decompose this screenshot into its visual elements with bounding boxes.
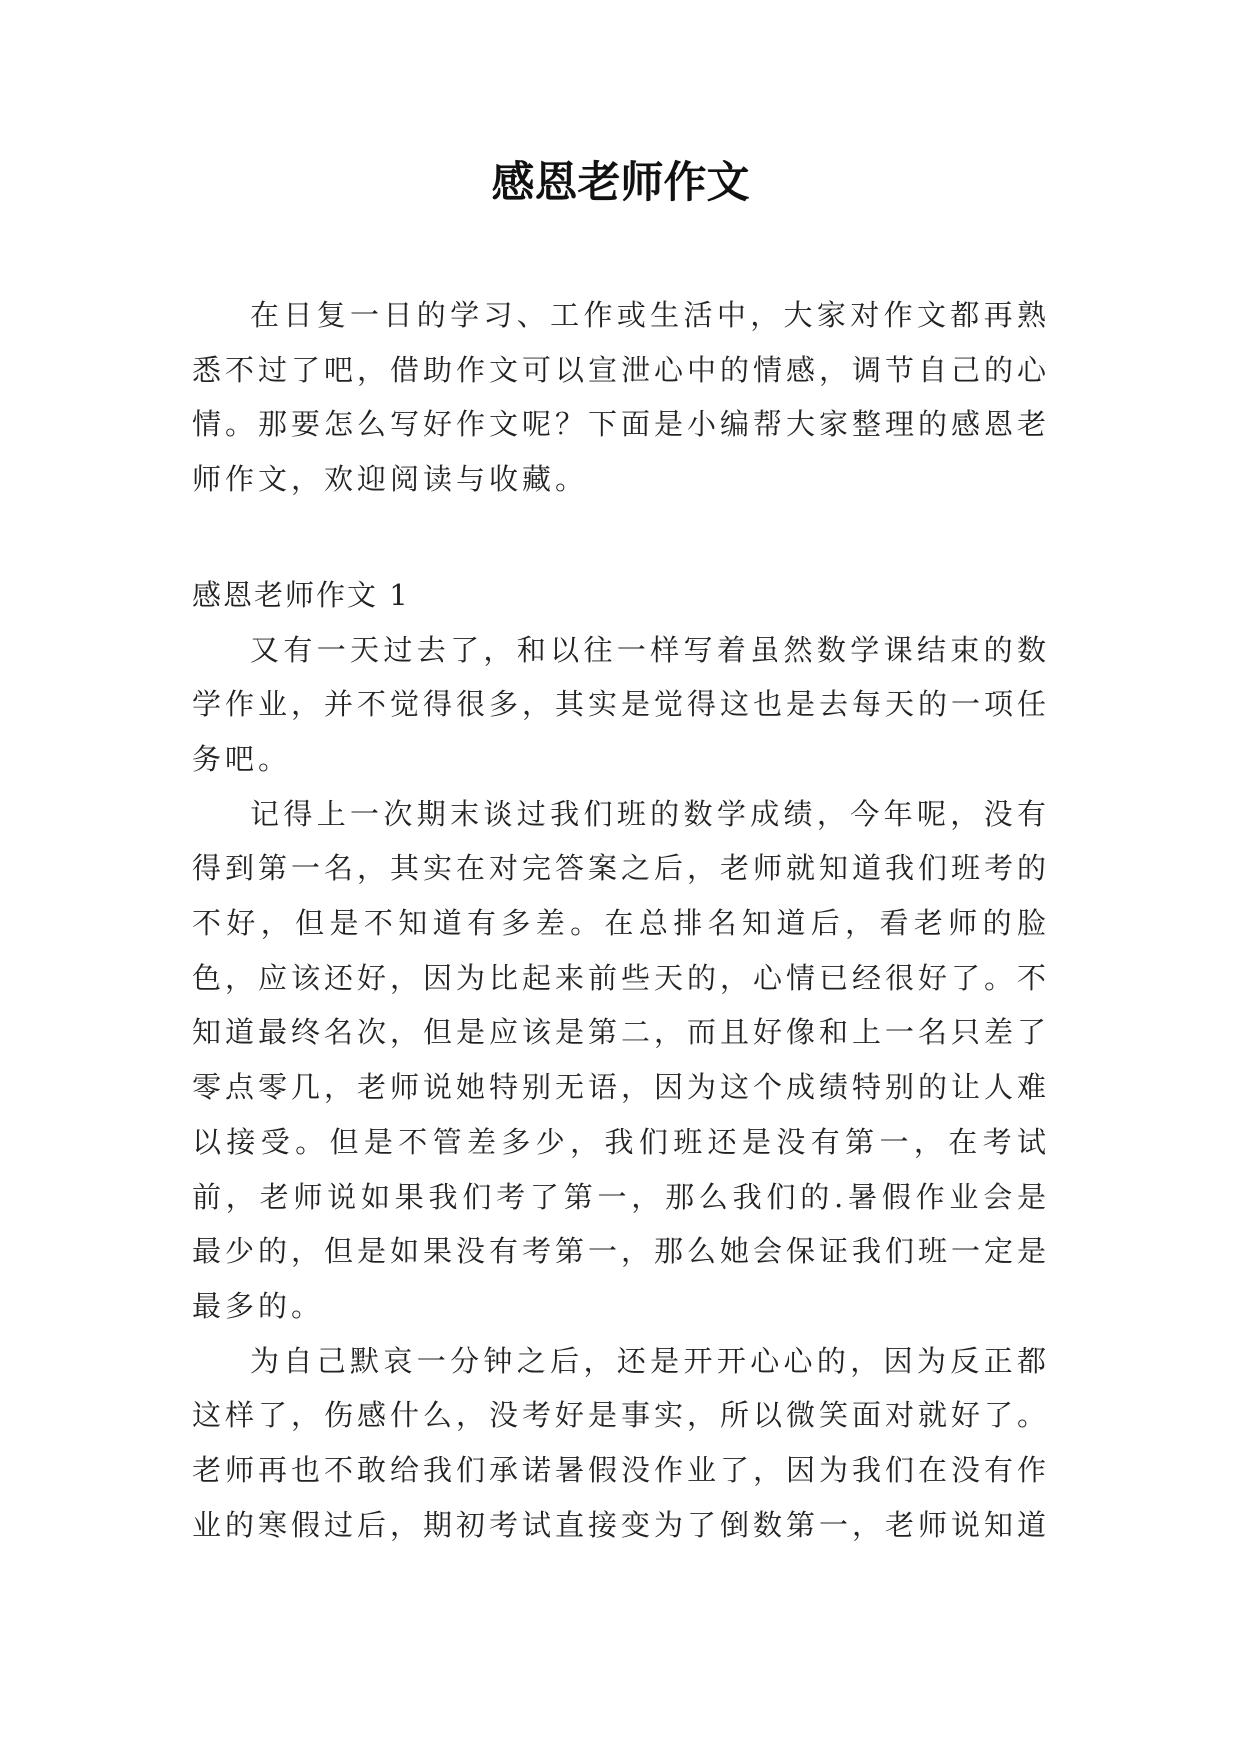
body-paragraph-3: 为自己默哀一分钟之后，还是开开心心的，因为反正都这样了，伤感什么，没考好是事实，所以微笑面对就好了。老师再也不敢给我们承诺暑假没作业了，因为我们在没有作业的寒假过后，期初考试直接变为了倒数第一，老师说知道 — [192, 1343, 1051, 1542]
body-paragraph-1: 又有一天过去了，和以往一样写着虽然数学课结束的数学作业，并不觉得很多，其实是觉得这也是去每天的一项任务吧。 — [192, 632, 1051, 776]
section-heading: 感恩老师作文 1 — [192, 577, 410, 612]
body-paragraph-2: 记得上一次期末谈过我们班的数学成绩，今年呢，没有得到第一名，其实在对完答案之后，老师就知道我们班考的不好，但是不知道有多差。在总排名知道后，看老师的脸色，应该还好，因为比起来前些天的，心情已经很好了。不知道最终名次，但是应该是第二，而且好像和上一名只差了零点零几，老师说她特别无语，因为这个成绩特别的让人难以接受。但是不管差多少，我们班还是没有第一，在考试前，老师说如果我们考了第一，那么我们的.暑假作业会是最少的，但是如果没有考第一，那么她会保证我们班一定是最多的。 — [192, 796, 1051, 1323]
document-body — [192, 288, 1050, 1552]
document-title: 感恩老师作文 — [491, 158, 750, 208]
intro-paragraph: 在日复一日的学习、工作或生活中，大家对作文都再熟悉不过了吧，借助作文可以宣泄心中的情感，调节自己的心情。那要怎么写好作文呢？下面是小编帮大家整理的感恩老师作文，欢迎阅读与收藏。 — [192, 298, 1051, 497]
